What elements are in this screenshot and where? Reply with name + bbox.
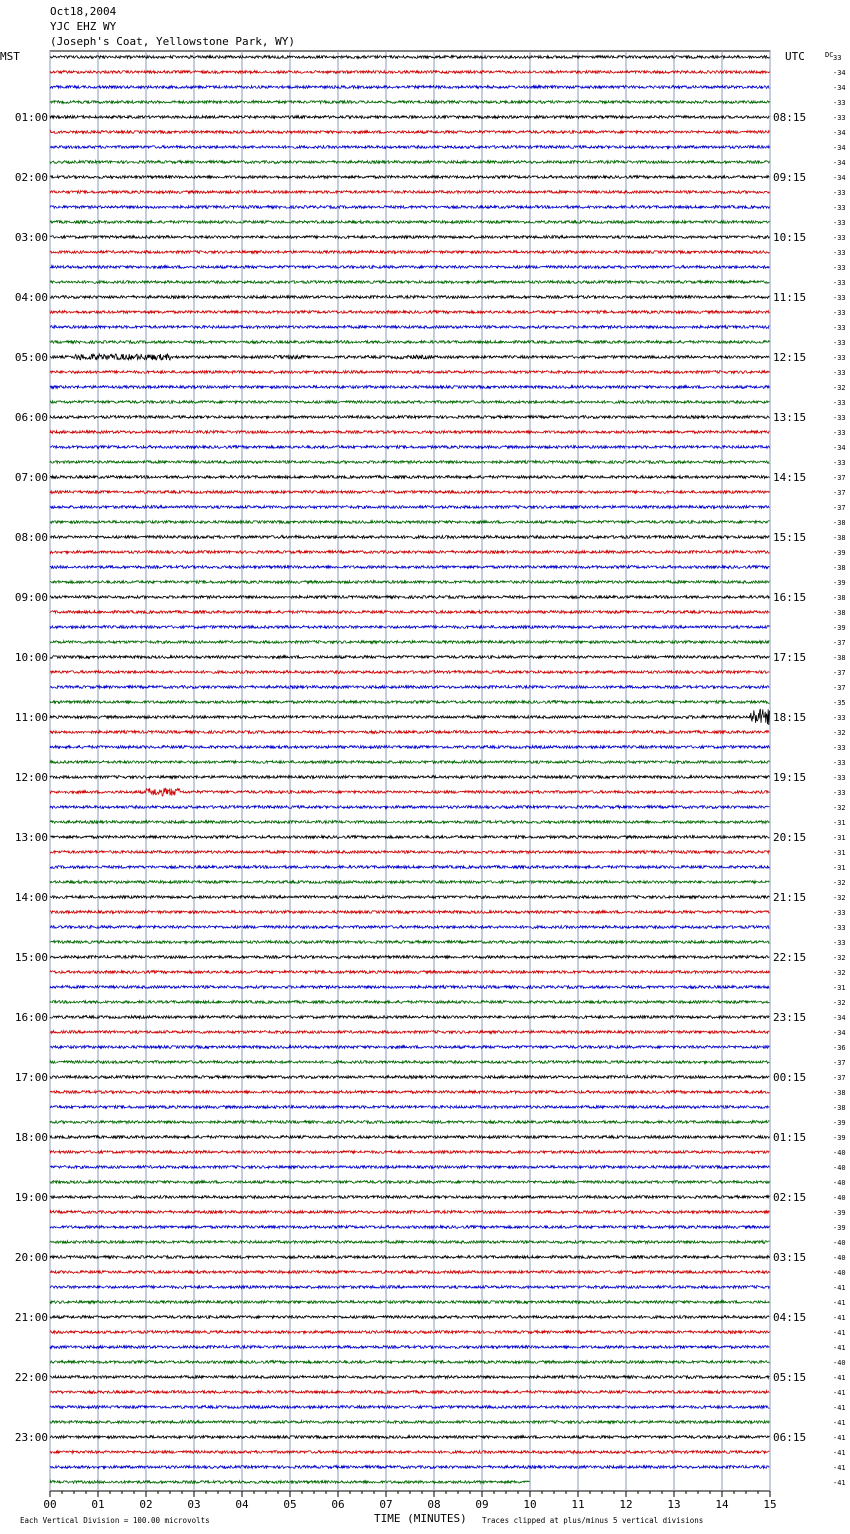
dc-offset-label: -33 [833,744,846,752]
dc-offset-label: -38 [833,609,846,617]
x-tick-label: 03 [187,1498,201,1511]
dc-offset-label: -33 [833,339,846,347]
dc-offset-label: -33 [833,414,846,422]
dc-offset-label: -35 [833,699,846,707]
seismic-trace [50,1286,769,1289]
seismic-trace [50,1361,769,1364]
dc-offset-label: -41 [833,1419,846,1427]
dc-offset-label: -39 [833,1134,846,1142]
seismic-trace [50,101,769,104]
dc-offset-label: -34 [833,174,846,182]
utc-hour-label: 08:15 [773,111,807,124]
utc-hour-label: 19:15 [773,771,807,784]
dc-offset-label: -40 [833,1239,846,1247]
seismic-trace [50,1466,769,1469]
utc-hour-label: 03:15 [773,1251,807,1264]
seismic-trace [50,266,769,269]
dc-offset-label: -40 [833,1164,846,1172]
seismic-trace [50,656,769,659]
seismic-trace [50,1166,769,1169]
seismic-trace [50,386,769,389]
left-axis-title: MST [0,50,20,63]
dc-offset-label: -39 [833,624,846,632]
x-tick-label: 13 [667,1498,681,1511]
dc-offset-label: -38 [833,594,846,602]
x-tick-label: 00 [43,1498,57,1511]
mst-hour-label: 17:00 [14,1071,48,1084]
seismic-trace [50,1391,769,1394]
dc-offset-label: -40 [833,1359,846,1367]
seismic-trace [50,86,769,89]
seismic-trace [50,1061,769,1064]
mst-hour-label: 10:00 [14,651,48,664]
dc-offset-label: -33 [833,924,846,932]
seismic-trace [50,866,769,869]
seismic-trace [50,161,769,164]
dc-offset-label: -33 [833,309,846,317]
seismic-trace [50,311,769,314]
seismic-trace [50,911,769,914]
dc-offset-label: -33 [833,759,846,767]
dc-offset-label: -37 [833,504,846,512]
dc-offset-label: -31 [833,864,846,872]
seismic-trace [50,1151,769,1154]
dc-offset-label: -40 [833,1194,846,1202]
seismic-trace [50,416,769,419]
seismic-trace [50,806,769,809]
record-date: Oct18,2004 [50,5,117,18]
dc-offset-label: -33 [833,114,846,122]
seismic-trace [50,1301,769,1304]
x-tick-label: 02 [139,1498,153,1511]
seismic-trace [50,476,769,479]
mst-hour-label: 18:00 [14,1131,48,1144]
seismic-trace [50,506,769,509]
seismic-trace [50,176,769,179]
mst-hour-label: 04:00 [14,291,48,304]
utc-hour-label: 01:15 [773,1131,807,1144]
seismic-trace [50,71,769,74]
seismic-trace [50,746,769,749]
x-tick-label: 01 [91,1498,105,1511]
seismic-trace [50,926,769,929]
utc-hour-label: 22:15 [773,951,807,964]
seismic-trace [50,521,769,524]
dc-offset-label: -33 [833,219,846,227]
seismic-trace [50,956,769,959]
dc-offset-label: -41 [833,1374,846,1382]
dc-offset-label: -33 [833,234,846,242]
seismic-trace [50,626,769,629]
seismic-trace [50,1091,769,1094]
seismic-trace [50,788,769,796]
seismic-trace [50,776,769,779]
dc-offset-label: -39 [833,1224,846,1232]
seismic-trace [50,251,769,254]
seismic-trace [50,1136,769,1139]
seismic-trace [50,1211,769,1214]
right-axis-title: UTC [785,50,805,63]
mst-hour-label: 21:00 [14,1311,48,1324]
dc-offset-label: -33 [833,789,846,797]
seismic-trace [50,371,769,374]
dc-offset-label: -31 [833,984,846,992]
dc-offset-label: -38 [833,654,846,662]
seismic-trace [50,191,769,194]
utc-hour-label: 00:15 [773,1071,807,1084]
utc-hour-label: 09:15 [773,171,807,184]
dc-offset-label: -32 [833,804,846,812]
dc-offset-label: -33 [833,369,846,377]
seismic-trace [50,851,769,854]
seismic-trace [50,551,769,554]
x-tick-label: 06 [331,1498,345,1511]
dc-offset-label: -33 [833,264,846,272]
seismic-trace [50,1001,769,1004]
dc-offset-label: -41 [833,1344,846,1352]
dc-offset-label: -38 [833,1089,846,1097]
seismic-trace [50,596,769,599]
dc-offset-label: -37 [833,684,846,692]
dc-offset-label: -37 [833,474,846,482]
seismic-trace [50,446,769,449]
dc-offset-label: -33 [833,204,846,212]
utc-hour-label: 17:15 [773,651,807,664]
dc-offset-label: -32 [833,999,846,1007]
seismic-trace [50,971,769,974]
dc-offset-label: -37 [833,489,846,497]
mst-hour-label: 15:00 [14,951,48,964]
dc-offset-label: -34 [833,129,846,137]
station-id: YJC EHZ WY [50,20,117,33]
dc-offset-label: -32 [833,879,846,887]
utc-hour-label: 05:15 [773,1371,807,1384]
seismic-trace [50,821,769,824]
dc-offset-label: -41 [833,1404,846,1412]
mst-hour-label: 16:00 [14,1011,48,1024]
dc-offset-label: -33 [833,279,846,287]
seismic-trace [50,56,769,59]
dc-offset-label: -36 [833,1044,846,1052]
utc-hour-label: 14:15 [773,471,807,484]
x-axis-title: TIME (MINUTES) [374,1512,467,1525]
dc-offset-label: -37 [833,639,846,647]
mst-hour-label: 23:00 [14,1431,48,1444]
mst-hour-label: 08:00 [14,531,48,544]
dc-offset-label: -39 [833,1209,846,1217]
seismic-trace [50,354,769,360]
axis-labels [15,54,846,1511]
seismic-trace [50,1271,769,1274]
dc-offset-label: -40 [833,1269,846,1277]
seismic-trace [50,986,769,989]
seismic-trace [50,281,769,284]
dc-offset-label: -32 [833,954,846,962]
seismic-trace [50,431,769,434]
dc-offset-label: -40 [833,1254,846,1262]
seismic-trace [50,131,769,134]
dc-offset-label: -33 [833,774,846,782]
utc-hour-label: 06:15 [773,1431,807,1444]
utc-hour-label: 18:15 [773,711,807,724]
seismic-trace [50,1331,769,1334]
utc-hour-label: 15:15 [773,531,807,544]
seismic-trace [50,671,769,674]
dc-offset-label: -38 [833,534,846,542]
seismic-trace [50,641,769,644]
seismic-trace [50,581,769,584]
x-tick-label: 10 [523,1498,537,1511]
seismic-trace [50,1106,769,1109]
utc-hour-label: 20:15 [773,831,807,844]
seismic-trace [50,1316,769,1319]
mst-hour-label: 06:00 [14,411,48,424]
seismic-trace [50,341,769,344]
dc-offset-label: -38 [833,564,846,572]
mst-hour-label: 19:00 [14,1191,48,1204]
seismic-trace [50,1406,769,1409]
seismic-trace [50,221,769,224]
seismic-trace [50,236,769,239]
seismic-trace [50,1196,769,1199]
dc-offset-label: -34 [833,1014,846,1022]
seismic-trace [50,1121,769,1124]
x-tick-label: 14 [715,1498,729,1511]
utc-hour-label: 21:15 [773,891,807,904]
seismic-trace [50,116,769,119]
dc-offset-label: -41 [833,1449,846,1457]
x-tick-label: 08 [427,1498,441,1511]
dc-offset-label: -33 [833,429,846,437]
seismic-trace [50,461,769,464]
utc-hour-label: 12:15 [773,351,807,364]
x-tick-label: 04 [235,1498,249,1511]
dc-label: DC [825,51,834,59]
seismic-trace [50,686,769,689]
seismic-trace [50,611,769,614]
dc-offset-label: -34 [833,1029,846,1037]
x-tick-label: 07 [379,1498,393,1511]
dc-offset-label: -33 [833,354,846,362]
utc-hour-label: 04:15 [773,1311,807,1324]
utc-hour-label: 16:15 [773,591,807,604]
seismic-trace [50,1046,769,1049]
seismic-trace [50,1226,769,1229]
dc-offset-label: -33 [833,294,846,302]
seismic-trace [50,1346,769,1349]
seismic-trace [50,1076,769,1079]
seismic-trace [50,146,769,149]
dc-offset-label: -34 [833,69,846,77]
dc-offset-label: -41 [833,1434,846,1442]
seismic-trace [50,326,769,329]
mst-hour-label: 12:00 [14,771,48,784]
seismic-trace [50,1421,769,1424]
dc-offset-label: -33 [833,939,846,947]
dc-offset-label: -32 [833,894,846,902]
seismic-trace [50,1451,769,1454]
dc-offset-label: -39 [833,549,846,557]
utc-hour-label: 02:15 [773,1191,807,1204]
clip-note: Traces clipped at plus/minus 5 vertical divisions [482,1516,704,1525]
dc-offset-label: -33 [833,189,846,197]
seismic-trace [50,1436,769,1439]
dc-offset-label: -37 [833,1074,846,1082]
seismic-trace [50,1376,769,1379]
dc-offset-label: -33 [833,714,846,722]
dc-offset-label: -33 [833,99,846,107]
mst-hour-label: 11:00 [14,711,48,724]
dc-offset-label: -37 [833,669,846,677]
utc-hour-label: 11:15 [773,291,807,304]
dc-offset-label: 33 [833,54,842,62]
seismic-trace [50,731,769,734]
x-tick-label: 05 [283,1498,297,1511]
dc-offset-label: -33 [833,249,846,257]
seismic-trace [50,836,769,839]
utc-hour-label: 23:15 [773,1011,807,1024]
seismic-trace [50,1256,769,1259]
mst-hour-label: 22:00 [14,1371,48,1384]
seismic-trace [50,491,769,494]
mst-hour-label: 09:00 [14,591,48,604]
seismic-trace [50,941,769,944]
seismic-trace [50,709,769,725]
dc-offset-label: -34 [833,84,846,92]
dc-offset-label: -41 [833,1479,846,1487]
dc-offset-label: -41 [833,1464,846,1472]
seismic-trace [50,1031,769,1034]
utc-hour-label: 10:15 [773,231,807,244]
dc-offset-label: -38 [833,519,846,527]
seismic-trace [50,206,769,209]
dc-offset-label: -33 [833,909,846,917]
dc-offset-label: -39 [833,579,846,587]
seismic-trace [50,1181,769,1184]
mst-hour-label: 02:00 [14,171,48,184]
scale-note: Each Vertical Division = 100.00 microvolts [20,1516,210,1525]
dc-offset-label: -41 [833,1329,846,1337]
dc-offset-label: -34 [833,159,846,167]
seismic-trace [50,896,769,899]
seismic-trace [50,701,769,704]
seismic-trace [50,296,769,299]
seismic-trace [50,1241,769,1244]
dc-offset-label: -40 [833,1179,846,1187]
mst-hour-label: 03:00 [14,231,48,244]
mst-hour-label: 01:00 [14,111,48,124]
dc-offset-label: -38 [833,1104,846,1112]
mst-hour-label: 20:00 [14,1251,48,1264]
mst-hour-label: 05:00 [14,351,48,364]
dc-offset-label: -31 [833,849,846,857]
dc-offset-label: -37 [833,1059,846,1067]
dc-offset-label: -33 [833,459,846,467]
seismic-trace [50,1016,769,1019]
seismic-trace [50,536,769,539]
dc-offset-label: -39 [833,1119,846,1127]
dc-offset-label: -33 [833,399,846,407]
seismic-trace [50,881,769,884]
x-tick-label: 15 [763,1498,777,1511]
mst-hour-label: 07:00 [14,471,48,484]
mst-hour-label: 14:00 [14,891,48,904]
dc-offset-label: -34 [833,144,846,152]
x-tick-label: 09 [475,1498,489,1511]
x-tick-label: 12 [619,1498,633,1511]
dc-offset-label: -41 [833,1314,846,1322]
dc-offset-label: -41 [833,1284,846,1292]
x-tick-label: 11 [571,1498,585,1511]
dc-offset-label: -31 [833,819,846,827]
dc-offset-label: -40 [833,1149,846,1157]
dc-offset-label: -32 [833,969,846,977]
station-location: (Joseph's Coat, Yellowstone Park, WY) [50,35,296,48]
dc-offset-label: -41 [833,1389,846,1397]
dc-offset-label: -31 [833,834,846,842]
dc-offset-label: -32 [833,384,846,392]
dc-offset-label: -34 [833,444,846,452]
dc-offset-label: -41 [833,1299,846,1307]
seismic-trace [50,761,769,764]
utc-hour-label: 13:15 [773,411,807,424]
mst-hour-label: 13:00 [14,831,48,844]
seismic-trace [50,401,769,404]
dc-offset-label: -33 [833,324,846,332]
trace-lines [50,56,769,1484]
dc-offset-label: -32 [833,729,846,737]
seismic-trace [50,566,769,569]
